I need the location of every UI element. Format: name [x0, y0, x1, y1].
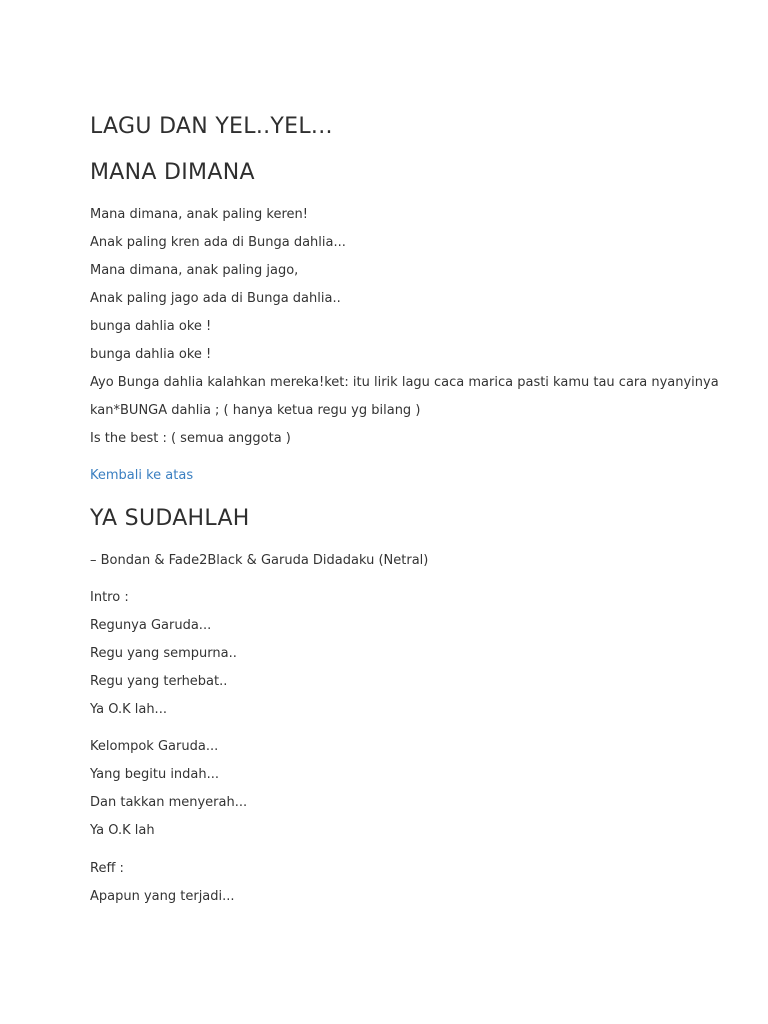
- lyric-line: bunga dahlia oke !: [90, 347, 212, 362]
- lyric-line: Anak paling kren ada di Bunga dahlia...: [90, 235, 346, 250]
- back-to-top-link[interactable]: Kembali ke atas: [90, 468, 194, 483]
- lyric-line: Dan takkan menyerah...: [90, 795, 248, 810]
- lyric-line: Regu yang sempurna..: [90, 646, 237, 661]
- lyric-line: Apapun yang terjadi...: [90, 889, 235, 904]
- lyric-line: Yang begitu indah...: [90, 767, 220, 782]
- page-title: LAGU DAN YEL..YEL...: [90, 114, 333, 139]
- lyric-line: Ya O.K lah: [90, 823, 155, 838]
- section-heading-mana-dimana: MANA DIMANA: [90, 160, 255, 185]
- lyric-line: Is the best : ( semua anggota ): [90, 431, 291, 446]
- lyric-line: Mana dimana, anak paling keren!: [90, 207, 308, 222]
- lyric-line: Anak paling jago ada di Bunga dahlia..: [90, 291, 341, 306]
- lyric-line: Regunya Garuda...: [90, 618, 212, 633]
- lyric-line: Ayo Bunga dahlia kalahkan mereka!ket: itu lirik lagu caca marica pasti kamu tau cara nyanyinya: [90, 375, 719, 390]
- lyric-line: Ya O.K lah...: [90, 702, 167, 717]
- lyric-line: kan*BUNGA dahlia ; ( hanya ketua regu yg bilang ): [90, 403, 421, 418]
- lyric-line: Intro :: [90, 590, 129, 605]
- section-heading-ya-sudahlah: YA SUDAHLAH: [90, 506, 250, 531]
- lyric-line: Reff :: [90, 861, 124, 876]
- song-credit: – Bondan & Fade2Black & Garuda Didadaku (Netral): [90, 553, 429, 568]
- lyric-line: Mana dimana, anak paling jago,: [90, 263, 299, 278]
- lyric-line: Regu yang terhebat..: [90, 674, 228, 689]
- lyric-line: Kelompok Garuda...: [90, 739, 219, 754]
- lyric-line: bunga dahlia oke !: [90, 319, 212, 334]
